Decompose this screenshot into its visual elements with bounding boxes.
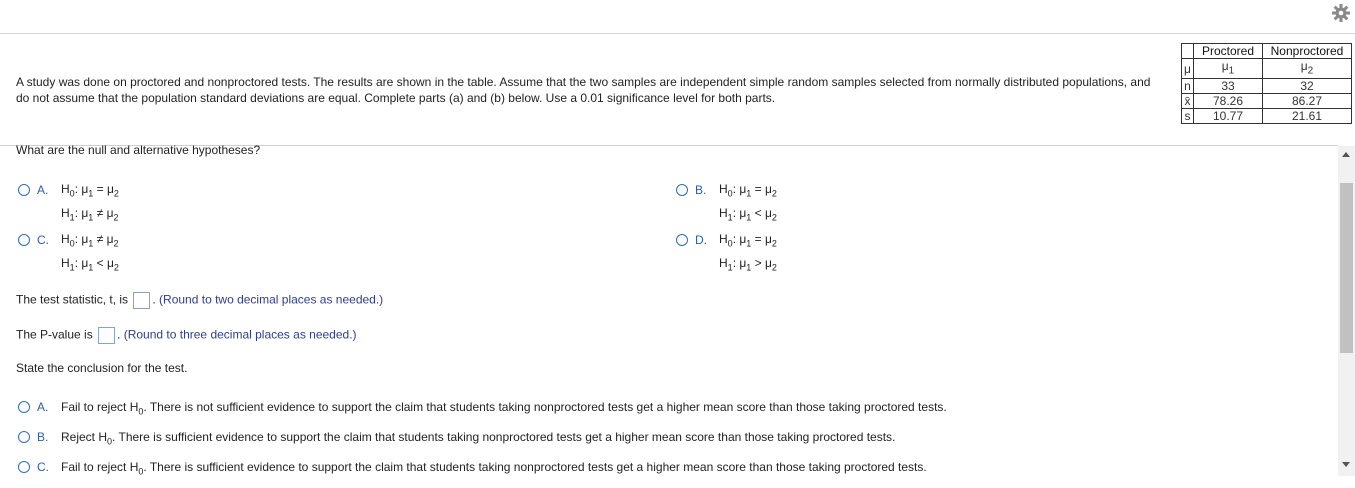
- data-table: [1181, 43, 1352, 124]
- radio-button[interactable]: [676, 184, 688, 196]
- row-label: n: [1182, 79, 1194, 94]
- h1-label: $H_1$:: [61, 256, 79, 273]
- h1-label: $H_1$:: [719, 206, 737, 223]
- header-nonproctored: Nonproctored: [1263, 44, 1352, 59]
- h0-label: $H_0$:: [61, 232, 79, 249]
- h0-label: $H_0$:: [719, 182, 737, 199]
- table-row: [1182, 109, 1352, 124]
- h0-text: $\mu_1 = \mu_2$: [739, 232, 777, 249]
- option-letter: B.: [695, 183, 707, 197]
- option-letter: C.: [37, 460, 49, 474]
- p-value-line: The P-value is . (Round to three decimal places as needed.): [16, 327, 357, 344]
- p-value-label: The P-value is: [16, 327, 93, 342]
- hypothesis-text: [61, 179, 119, 228]
- h1-text: $\mu_1 > \mu_2$: [739, 256, 777, 273]
- scrollbar[interactable]: [1338, 146, 1355, 476]
- test-statistic-label: The test statistic, t, is: [16, 292, 129, 307]
- radio-button[interactable]: [18, 234, 30, 246]
- radio-button[interactable]: [18, 431, 30, 443]
- h1-text: $\mu_1 \ne \mu_2$: [81, 206, 119, 223]
- test-statistic-input[interactable]: [133, 292, 150, 309]
- radio-button[interactable]: [18, 461, 30, 473]
- radio-button[interactable]: [676, 234, 688, 246]
- h1-text: $\mu_1 < \mu_2$: [739, 206, 777, 223]
- table-cell: 78.26: [1194, 94, 1263, 109]
- header-proctored: Proctored: [1194, 44, 1263, 59]
- p-value-hint: (Round to three decimal places as needed.): [123, 327, 357, 342]
- question-text: What are the null and alternative hypotheses?: [16, 143, 261, 157]
- problem-intro: A study was done on proctored and nonproctored tests. The results are shown in the table. Assume that the two samples are independent simple random samples selected from normally distributed populations, and do not assume that the population standard deviations are equal. Complete parts (a) and (b) below. Use a 0.01 significance level for both parts.: [16, 75, 1151, 105]
- gear-icon[interactable]: [1331, 3, 1351, 23]
- h0-label: $H_0$:: [61, 182, 79, 199]
- table-cell: 86.27: [1263, 94, 1352, 109]
- scroll-up-arrow-icon[interactable]: [1342, 152, 1350, 157]
- table-row: [1182, 94, 1352, 109]
- table-cell: $\mu_2$: [1263, 59, 1352, 79]
- scrollbar-thumb[interactable]: [1340, 183, 1353, 353]
- option-letter: D.: [695, 233, 707, 247]
- row-label: x̄: [1182, 94, 1194, 109]
- radio-button[interactable]: [18, 184, 30, 196]
- h0-text: $\mu_1 = \mu_2$: [739, 182, 777, 199]
- radio-button[interactable]: [18, 401, 30, 413]
- hypothesis-text: [719, 179, 777, 228]
- h1-label: $H_1$:: [719, 256, 737, 273]
- p-value-input[interactable]: [98, 327, 115, 344]
- hypothesis-text: [61, 229, 119, 278]
- conclusion-text: Fail to reject $H_0$. There is sufficient evidence to support the claim that students taking nonproctored tests get a higher mean score than those taking proctored tests.: [61, 460, 927, 477]
- table-cell: $\mu_1$: [1194, 59, 1263, 79]
- h0-text: $\mu_1 = \mu_2$: [81, 182, 119, 199]
- test-statistic-hint: (Round to two decimal places as needed.): [159, 292, 384, 307]
- option-letter: A.: [37, 183, 49, 197]
- test-statistic-line: The test statistic, t, is . (Round to two decimal places as needed.): [16, 292, 383, 309]
- row-label: μ: [1182, 59, 1194, 79]
- conclusion-option-c[interactable]: [18, 460, 1118, 476]
- h1-text: $\mu_1 < \mu_2$: [81, 256, 119, 273]
- row-label: s: [1182, 109, 1194, 124]
- option-letter: A.: [37, 400, 49, 414]
- top-divider: [0, 33, 1355, 34]
- hypothesis-option-d[interactable]: [676, 233, 976, 275]
- conclusion-prompt: State the conclusion for the test.: [16, 361, 188, 375]
- table-cell: 32: [1263, 79, 1352, 94]
- hypothesis-option-a[interactable]: [18, 183, 318, 225]
- option-letter: B.: [37, 430, 49, 444]
- conclusion-option-a[interactable]: [18, 400, 1118, 416]
- table-cell: 33: [1194, 79, 1263, 94]
- table-row: [1182, 79, 1352, 94]
- h0-text: $\mu_1 \ne \mu_2$: [81, 232, 119, 249]
- h0-label: $H_0$:: [719, 232, 737, 249]
- conclusion-text: Fail to reject $H_0$. There is not sufficient evidence to support the claim that students taking nonproctored tests get a higher mean score than those taking proctored tests.: [61, 400, 947, 417]
- conclusion-option-b[interactable]: [18, 430, 1118, 446]
- table-corner: [1182, 44, 1194, 59]
- conclusion-text: Reject $H_0$. There is sufficient evidence to support the claim that students taking nonproctored tests get a higher mean score than those taking proctored tests.: [61, 430, 896, 447]
- hypothesis-option-c[interactable]: [18, 233, 318, 275]
- option-letter: C.: [37, 233, 49, 247]
- table-row: [1182, 59, 1352, 79]
- table-cell: 21.61: [1263, 109, 1352, 124]
- h1-label: $H_1$:: [61, 206, 79, 223]
- hypothesis-option-b[interactable]: [676, 183, 976, 225]
- scroll-down-arrow-icon[interactable]: [1342, 462, 1350, 467]
- table-cell: 10.77: [1194, 109, 1263, 124]
- hypothesis-text: [719, 229, 777, 278]
